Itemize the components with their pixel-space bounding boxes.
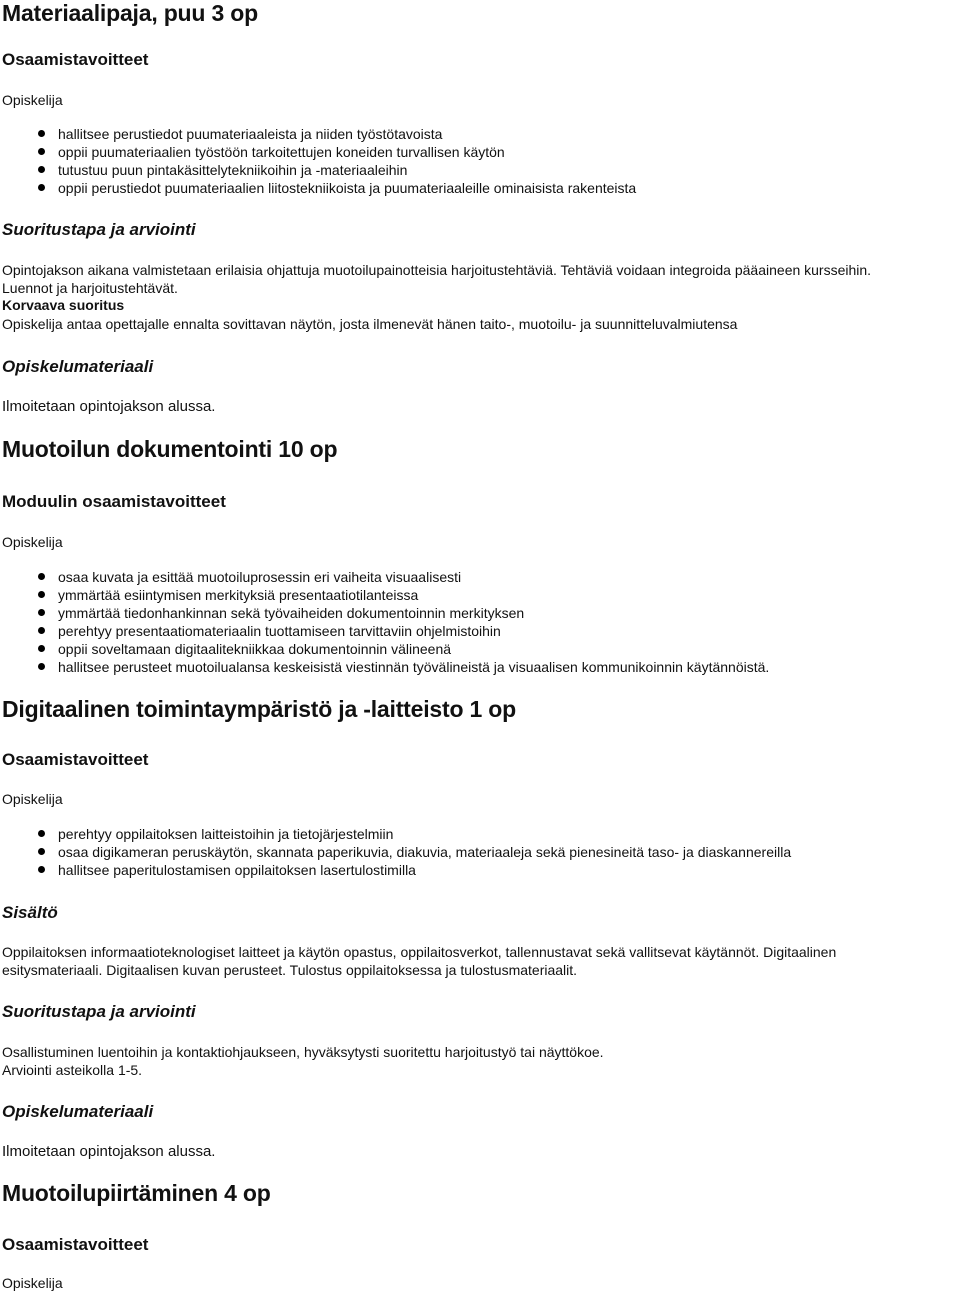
- list-item: ymmärtää tiedonhankinnan sekä työvaiheiden dokumentoinnin merkityksen: [58, 604, 769, 622]
- material-heading: Opiskelumateriaali: [2, 357, 154, 376]
- list-item: hallitsee paperitulostamisen oppilaitoksen lasertulostimilla: [58, 861, 791, 879]
- content-line: esitysmateriaali. Digitaalisen kuvan perusteet. Tulostus oppilaitoksessa ja tulostusmateriaalit.: [2, 962, 578, 978]
- content-heading: Sisältö: [2, 903, 58, 922]
- list-item: perehtyy oppilaitoksen laitteistoihin ja tietojärjestelmiin: [58, 825, 791, 843]
- material-heading: Opiskelumateriaali: [2, 1102, 154, 1121]
- list-item: osaa kuvata ja esittää muotoiluprosessin eri vaiheita visuaalisesti: [58, 568, 769, 586]
- goals-heading: Osaamistavoitteet: [2, 750, 149, 769]
- method-line: Opintojakson aikana valmistetaan erilaisia ohjattuja muotoilupainotteisia harjoitustehtäviä. Tehtäviä voidaan integroida pääaineen kursseihin.: [2, 262, 872, 278]
- goals-list: [58, 825, 791, 879]
- list-item: hallitsee perustiedot puumateriaaleista ja niiden työstötavoista: [58, 125, 636, 143]
- method-text: [2, 261, 952, 297]
- section-title-materiaalipaja: Materiaalipaja, puu 3 op: [2, 0, 258, 26]
- method-heading: Suoritustapa ja arviointi: [2, 220, 196, 239]
- list-item: perehtyy presentaatiomateriaalin tuottamiseen tarvittaviin ohjelmistoihin: [58, 622, 769, 640]
- goals-heading: Moduulin osaamistavoitteet: [2, 492, 226, 511]
- method-line: Arviointi asteikolla 1-5.: [2, 1062, 143, 1078]
- method-line: Luennot ja harjoitustehtävät.: [2, 280, 178, 296]
- student-label: Opiskelija: [2, 791, 63, 807]
- content-line: Oppilaitoksen informaatioteknologiset laitteet ja käytön opastus, oppilaitosverkot, tallennustavat sekä vallitsevat käytännöt. Digitaalinen: [2, 944, 837, 960]
- goals-list: [58, 125, 636, 197]
- alt-text: Opiskelija antaa opettajalle ennalta sovittavan näytön, josta ilmenevät hänen taito-, muotoilu- ja suunnitteluvalmiutensa: [2, 316, 738, 332]
- list-item: oppii puumateriaalien työstöön tarkoitettujen koneiden turvallisen käytön: [58, 143, 636, 161]
- student-label: Opiskelija: [2, 1275, 63, 1291]
- list-item: tutustuu puun pintakäsittelytekniikoihin ja -materiaaleihin: [58, 161, 636, 179]
- section-title-muotoilun-dokumentointi: Muotoilun dokumentointi 10 op: [2, 436, 338, 462]
- material-text: Ilmoitetaan opintojakson alussa.: [2, 398, 216, 415]
- goals-heading: Osaamistavoitteet: [2, 1235, 149, 1254]
- material-text: Ilmoitetaan opintojakson alussa.: [2, 1143, 216, 1160]
- goals-heading: Osaamistavoitteet: [2, 50, 149, 69]
- alt-heading: Korvaava suoritus: [2, 297, 125, 313]
- list-item: ymmärtää esiintymisen merkityksiä presentaatiotilanteissa: [58, 586, 769, 604]
- list-item: hallitsee perusteet muotoilualansa keskeisistä viestinnän työvälineistä ja visuaalisen kommunikoinnin käytännöistä.: [58, 659, 770, 675]
- section-title-muotoilupiirtaminen: Muotoilupiirtäminen 4 op: [2, 1180, 271, 1206]
- method-text: [2, 1043, 952, 1079]
- method-heading: Suoritustapa ja arviointi: [2, 1002, 196, 1021]
- section-title-digitaalinen-toimintaymparisto: Digitaalinen toimintaympäristö ja -laitteisto 1 op: [2, 696, 516, 722]
- method-line: Osallistuminen luentoihin ja kontaktiohjaukseen, hyväksytysti suoritettu harjoitustyö tai näyttökoe.: [2, 1044, 604, 1060]
- student-label: Opiskelija: [2, 92, 63, 108]
- list-item: osaa digikameran peruskäytön, skannata paperikuvia, diakuvia, materiaaleja sekä pienesineitä taso- ja diaskannereilla: [58, 844, 792, 860]
- student-label: Opiskelija: [2, 534, 63, 550]
- list-item: oppii soveltamaan digitaalitekniikkaa dokumentoinnin välineenä: [58, 640, 769, 658]
- goals-list: [58, 568, 769, 676]
- content-text: [2, 943, 952, 979]
- list-item: oppii perustiedot puumateriaalien liitostekniikoista ja puumateriaaleille ominaisista rakenteista: [58, 180, 637, 196]
